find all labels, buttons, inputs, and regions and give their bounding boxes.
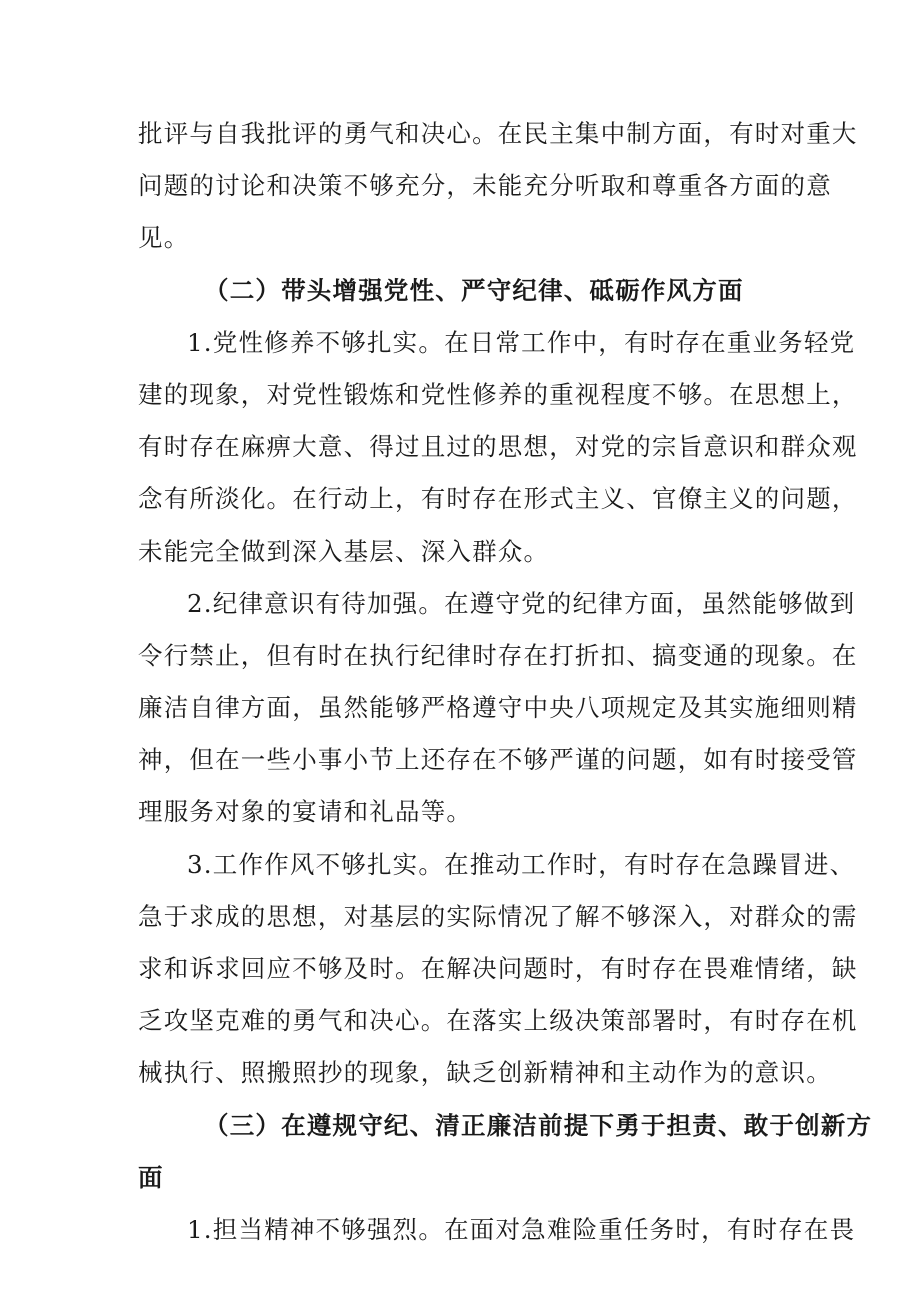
paragraph-line: 建的现象，对党性锻炼和党性修养的重视程度不够。在思想上， xyxy=(138,379,858,409)
paragraph-line: 有时存在麻痹大意、得过且过的思想，对党的宗旨意识和群众观 xyxy=(138,432,858,462)
paragraph-line: 令行禁止，但有时在执行纪律时存在打折扣、搞变通的现象。在 xyxy=(138,640,858,670)
paragraph-line: 廉洁自律方面，虽然能够严格遵守中央八项规定及其实施细则精 xyxy=(138,693,858,723)
paragraph-line: 理服务对象的宴请和礼品等。 xyxy=(138,797,473,827)
paragraph-line: 械执行、照搬照抄的现象，缺乏创新精神和主动作为的意识。 xyxy=(138,1058,832,1088)
section-heading-3: （三）在遵规守纪、清正廉洁前提下勇于担责、敢于创新方 xyxy=(204,1110,873,1140)
paragraph-line: 乏攻坚克难的勇气和决心。在落实上级决策部署时，有时存在机 xyxy=(138,1006,858,1036)
section-heading-3-continued: 面 xyxy=(138,1162,164,1192)
paragraph-line: 1.党性修养不够扎实。在日常工作中，有时存在重业务轻党 xyxy=(187,327,856,357)
paragraph-line: 念有所淡化。在行动上，有时存在形式主义、官僚主义的问题， xyxy=(138,484,858,514)
paragraph-line: 问题的讨论和决策不够充分，未能充分听取和尊重各方面的意 xyxy=(138,171,832,201)
paragraph-line: 急于求成的思想，对基层的实际情况了解不够深入，对群众的需 xyxy=(138,901,858,931)
paragraph-line: 1.担当精神不够强烈。在面对急难险重任务时，有时存在畏 xyxy=(187,1214,856,1244)
paragraph-line: 3.工作作风不够扎实。在推动工作时，有时存在急躁冒进、 xyxy=(187,849,856,879)
paragraph-line: 批评与自我批评的勇气和决心。在民主集中制方面，有时对重大 xyxy=(138,119,858,148)
paragraph-line: 2.纪律意识有待加强。在遵守党的纪律方面，虽然能够做到 xyxy=(187,588,856,618)
paragraph-line: 神，但在一些小事小节上还存在不够严谨的问题，如有时接受管 xyxy=(138,745,858,775)
paragraph-line: 求和诉求回应不够及时。在解决问题时，有时存在畏难情绪，缺 xyxy=(138,954,858,983)
section-heading-2: （二）带头增强党性、严守纪律、砥砺作风方面 xyxy=(204,275,744,305)
paragraph-line: 见。 xyxy=(138,223,190,253)
document-body xyxy=(138,108,873,1256)
paragraph-line: 未能完全做到深入基层、深入群众。 xyxy=(138,536,550,566)
